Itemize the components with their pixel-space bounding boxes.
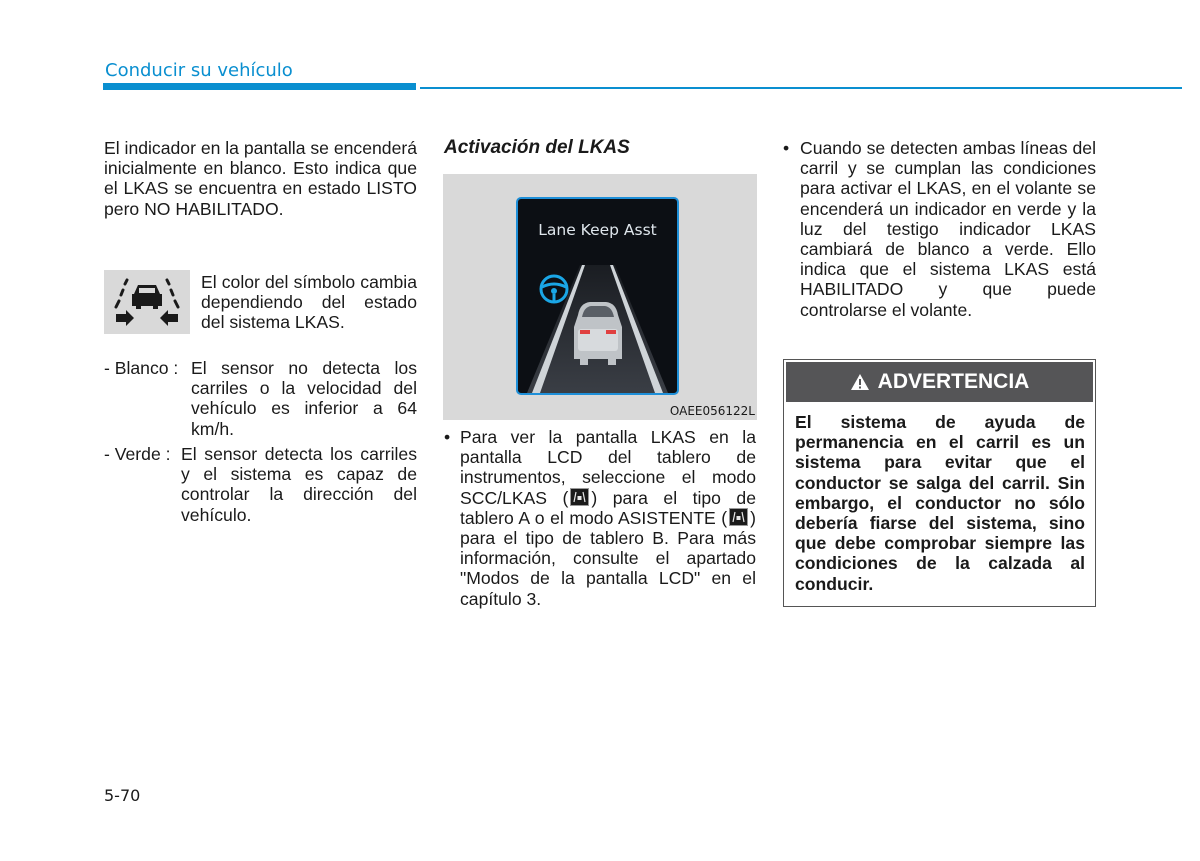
bullet-marker: • bbox=[783, 138, 790, 158]
white-state-text: El sensor no detecta los carriles o la velocidad del vehículo es inferior a 64 km/h. bbox=[191, 358, 417, 439]
green-state-text: El sensor detecta los carriles y el sistema es capaz de controlar la dirección del vehículo. bbox=[181, 444, 417, 525]
symbol-description: El color del símbolo cambia dependiendo del estado del sistema LKAS. bbox=[201, 272, 417, 333]
intro-paragraph: El indicador en la pantalla se encenderá inicialmente en blanco. Esto indica que el LKAS se encuentra en estado LISTO pero NO HABILITADO. bbox=[104, 138, 417, 219]
lcd-title: Lane Keep Asst bbox=[538, 221, 657, 239]
bullet-marker: • bbox=[444, 427, 451, 447]
lkas-lane-car-icon bbox=[104, 270, 190, 334]
lcd-display bbox=[516, 197, 679, 395]
warning-triangle-icon bbox=[850, 373, 870, 391]
green-state-label: - Verde : bbox=[104, 444, 171, 464]
header-rule bbox=[420, 87, 1182, 89]
warning-box bbox=[783, 359, 1096, 607]
page-number: 5-70 bbox=[104, 786, 141, 805]
figure-code: OAEE056122L bbox=[669, 404, 755, 418]
header-accent-bar bbox=[103, 83, 416, 90]
warning-header bbox=[786, 362, 1093, 402]
lkas-display-instructions: Para ver la pantalla LKAS en la pantalla LCD del tablero de instrumentos, seleccione el modo SCC/LKAS ( ) para el tipo de tablero A o el modo ASISTENTE ( ) para el tipo de tablero B. Para más información, consulte el apartado "Modos de la pantalla LCD" en el capítulo 3. bbox=[460, 427, 756, 609]
section-title: Conducir su vehículo bbox=[105, 60, 293, 81]
assist-mode-icon bbox=[729, 508, 748, 526]
section-heading: Activación del LKAS bbox=[444, 137, 630, 158]
warning-text: El sistema de ayuda de permanencia en el carril es un sistema para evitar que el conductor se salga del carril. Sin embargo, el conductor no sólo debería fiarse del sistema, sino que debe comprobar siempre las condiciones de la calzada al conducir. bbox=[795, 412, 1085, 594]
warning-title: ADVERTENCIA bbox=[877, 370, 1030, 393]
scc-lkas-mode-icon bbox=[570, 488, 589, 506]
lkas-enabled-description: Cuando se detecten ambas líneas del carril y se cumplan las condiciones para activar el LKAS, en el volante se encenderá un indicador en verde y la luz del testigo indicador LKAS cambiará de blanco a verde. Ello indica que el sistema LKAS está HABILITADO y que puede controlarse el volante. bbox=[800, 138, 1096, 320]
white-state-label: - Blanco : bbox=[104, 358, 179, 378]
